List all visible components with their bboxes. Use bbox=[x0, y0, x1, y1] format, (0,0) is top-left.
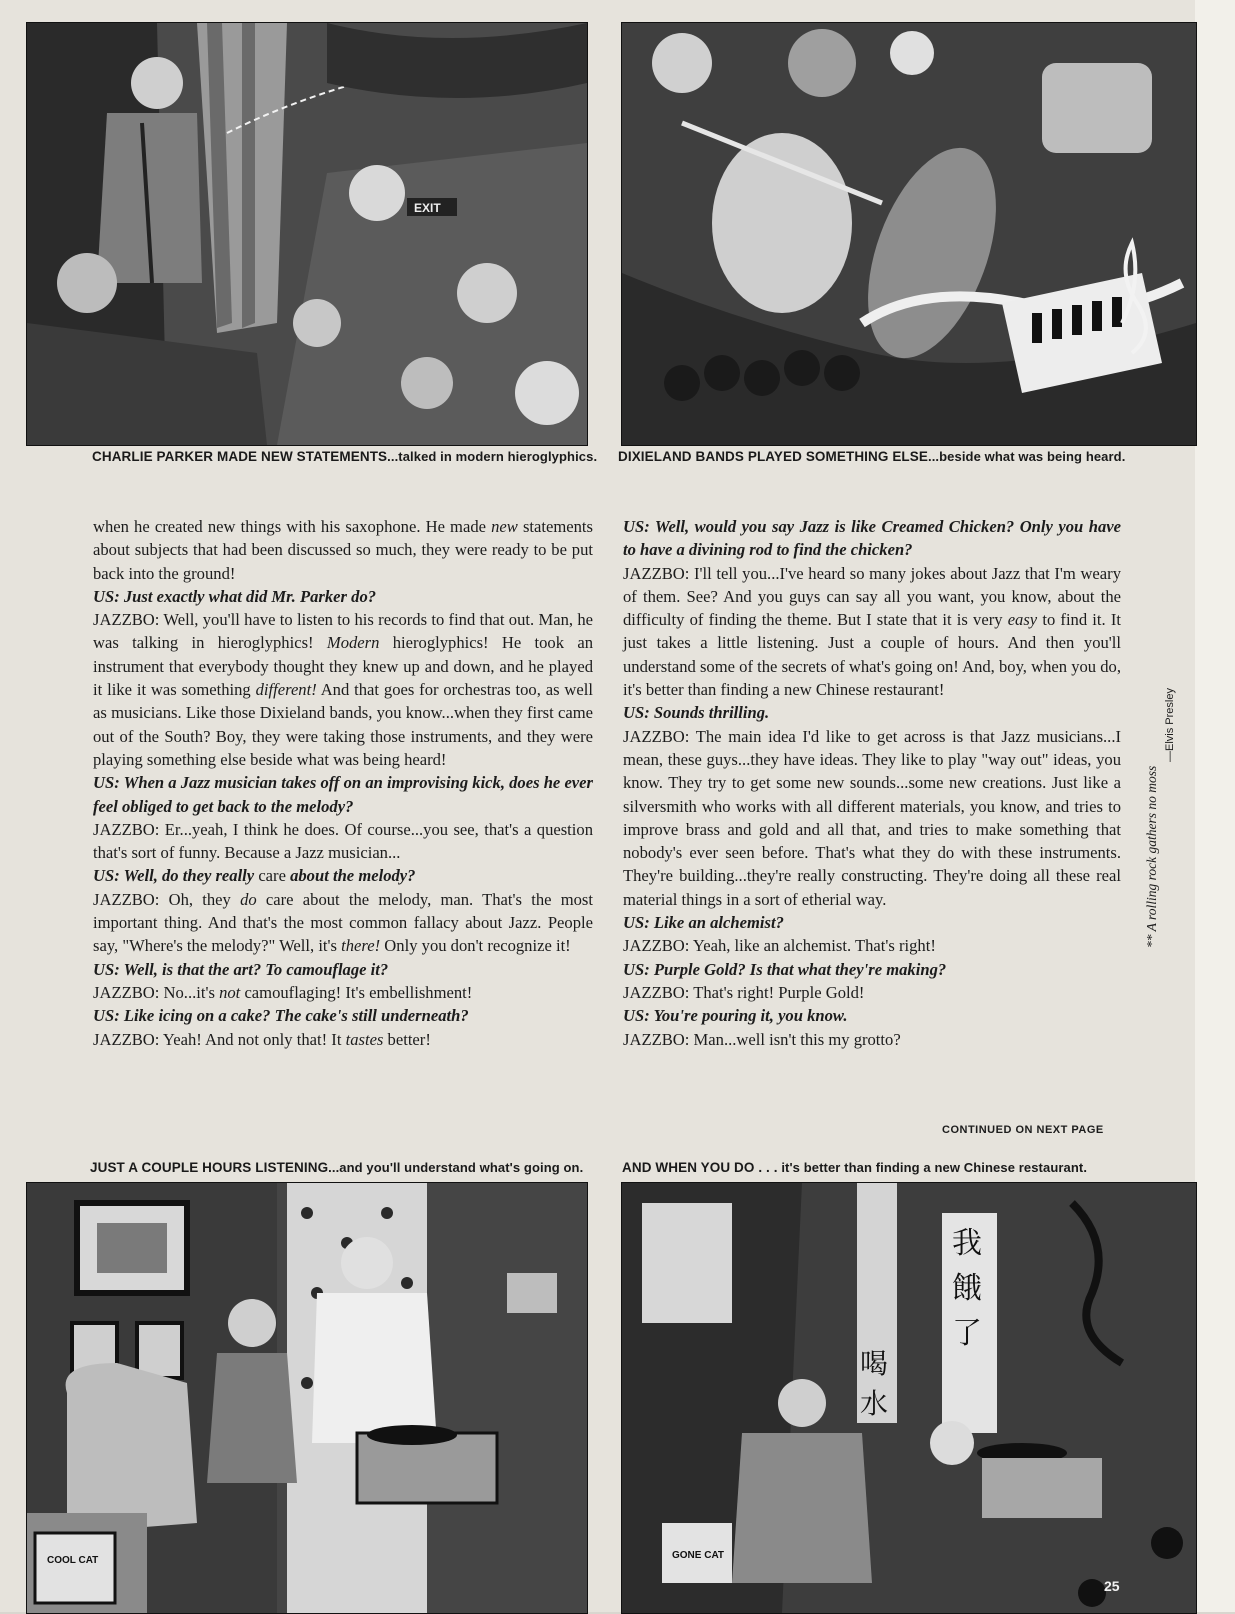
paragraph-text: And that goes for orchestras too, as well as musicians. Like those Dixieland bands, you know...when they first came out of the South? Boy, they were taking those instruments, and they were playing something else beside what was being heard! bbox=[93, 680, 593, 769]
emphasis-text: not bbox=[219, 982, 241, 1002]
emphasis-text: tastes bbox=[345, 1029, 384, 1049]
paragraph-text: JAZZBO: No...it's bbox=[93, 982, 220, 1002]
answer-paragraph bbox=[623, 934, 1121, 957]
interviewer-question: US: When a Jazz musician takes off on an improvising kick, does he ever feel obliged to get back to the melody? bbox=[93, 773, 593, 816]
answer-paragraph bbox=[623, 562, 1121, 702]
caption-rest: ...beside what was being heard. bbox=[928, 449, 1126, 464]
interviewer-question: US: Well, is that the art? To camouflage it? bbox=[93, 959, 389, 979]
answer-paragraph bbox=[623, 981, 1121, 1004]
interviewer-question bbox=[93, 864, 593, 887]
caption-lead: JUST A COUPLE HOURS LISTENING bbox=[90, 1160, 329, 1175]
cool-cat-label: COOL CAT bbox=[47, 1555, 99, 1566]
answer-paragraph bbox=[93, 981, 593, 1004]
interviewer-question: US: You're pouring it, you know. bbox=[623, 1006, 848, 1026]
paragraph-text: care about the melody, man. That's the most important thing. And that's the most common fallacy about Jazz. People say, "Where's the melody?" Well, it's bbox=[93, 889, 594, 956]
paragraph-text: when he created new things with his saxophone. He made bbox=[93, 517, 492, 536]
answer-paragraph bbox=[93, 888, 593, 958]
article-column-left bbox=[93, 515, 593, 1051]
article-column-right bbox=[623, 515, 1121, 1051]
paragraph-text: JAZZBO: Er...yeah, I think he does. Of course...you see, that's a question that's sort of funny. Because a Jazz musician... bbox=[93, 819, 593, 863]
answer-paragraph bbox=[93, 818, 593, 865]
emphasis-text: new bbox=[491, 517, 518, 536]
caption-lead: CHARLIE PARKER MADE NEW STATEMENTS bbox=[92, 449, 388, 464]
interviewer-question: US: Like an alchemist? bbox=[623, 913, 784, 933]
caption-rest: ...talked in modern hieroglyphics. bbox=[387, 449, 598, 464]
chinese-glyph: 了 bbox=[952, 1316, 982, 1351]
interviewer-question: US: Well, would you say Jazz is like Creamed Chicken? Only you have to have a divining rod to find the chicken? bbox=[623, 517, 1121, 560]
question-fragment: US: Well, do they really bbox=[93, 866, 259, 886]
paragraph-text: JAZZBO: Oh, they bbox=[93, 889, 241, 909]
caption-chinese-restaurant bbox=[622, 1160, 1087, 1175]
interviewer-question: US: Like icing on a cake? The cake's still underneath? bbox=[93, 1006, 469, 1026]
continued-on-next-page: CONTINUED ON NEXT PAGE bbox=[942, 1124, 1104, 1136]
question-fragment: about the melody? bbox=[285, 866, 416, 886]
illustration-charlie-parker bbox=[26, 22, 588, 446]
caption-rest: ...and you'll understand what's going on. bbox=[328, 1160, 584, 1175]
caption-lead: DIXIELAND BANDS PLAYED SOMETHING ELSE bbox=[618, 449, 928, 464]
paragraph-text: camouflaging! It's embellishment! bbox=[240, 982, 473, 1002]
side-quote-text: ** A rolling rock gathers no moss bbox=[1144, 765, 1159, 948]
chinese-glyph: 喝 bbox=[860, 1347, 889, 1380]
caption-couple-hours bbox=[90, 1160, 583, 1175]
paragraph-text: statements about subjects that had been discussed so much, they were ready to be put back into the ground! bbox=[93, 517, 593, 583]
answer-paragraph bbox=[93, 515, 593, 585]
paragraph-text: JAZZBO: Yeah! And not only that! It bbox=[93, 1029, 346, 1049]
caption-rest: it's better than finding a new Chinese restaurant. bbox=[777, 1160, 1088, 1175]
interviewer-question: US: Purple Gold? Is that what they're making? bbox=[623, 959, 947, 979]
illustration-chinese-restaurant bbox=[621, 1182, 1197, 1614]
emphasis-text: do bbox=[240, 889, 257, 909]
page-edge bbox=[1195, 0, 1235, 1612]
gone-cat-label: GONE CAT bbox=[672, 1550, 725, 1561]
side-quote-author: —Elvis Presley bbox=[1164, 688, 1176, 762]
side-quote bbox=[1136, 690, 1186, 950]
illustration-listening-room bbox=[26, 1182, 588, 1614]
caption-lead: AND WHEN YOU DO . . . bbox=[622, 1160, 778, 1175]
paragraph-text: JAZZBO: That's right! Purple Gold! bbox=[623, 982, 865, 1002]
paragraph-text: Only you don't recognize it! bbox=[380, 936, 571, 956]
emphasis-text: easy bbox=[1007, 610, 1038, 630]
paragraph-text: JAZZBO: The main idea I'd like to get across is that Jazz musicians...I mean, these guys...they have ideas. They like to play "way out" ideas, you know. They try to get some new sounds...some new creations. Just like a silversmith who works with all different materials, you know, and tries to improve brass and gold and all that, and tries to make something that nobody's ever seen before. That's what they do with these instruments. They're building...they're really constructing. They're doing all these real material things in a sort of etherial way. bbox=[623, 726, 1121, 909]
interviewer-question: US: Just exactly what did Mr. Parker do? bbox=[93, 586, 377, 606]
page-number: 25 bbox=[1104, 1578, 1120, 1594]
paragraph-text: JAZZBO: Man...well isn't this my grotto? bbox=[623, 1029, 901, 1049]
exit-sign: EXIT bbox=[414, 201, 441, 215]
answer-paragraph bbox=[623, 1028, 1121, 1051]
paragraph-text: hieroglyphics! He took an instrument that everybody thought they knew up and down, and he played it like it was something bbox=[93, 633, 593, 700]
answer-paragraph bbox=[93, 608, 593, 771]
chinese-glyph: 水 bbox=[860, 1387, 889, 1420]
chinese-glyph: 我 bbox=[952, 1226, 982, 1261]
paragraph-text: to find it. It just takes a little listening. Just a couple of hours. And then you'll understand some of the secrets of what's going on! And, boy, when you do, it's better than finding a new Chinese restaurant! bbox=[623, 610, 1121, 700]
interviewer-question: US: Sounds thrilling. bbox=[623, 703, 770, 723]
emphasis-text: Modern bbox=[326, 633, 380, 653]
emphasis-text: there! bbox=[341, 936, 381, 956]
caption-dixieland bbox=[618, 449, 1125, 464]
chinese-glyph: 餓 bbox=[952, 1271, 982, 1306]
illustration-dixieland-band bbox=[621, 22, 1197, 446]
paragraph-text: JAZZBO: Well, you'll have to listen to his records to find that out. Man, he was talking in hieroglyphics! bbox=[93, 610, 593, 653]
emphasis-text: different! bbox=[255, 680, 317, 700]
caption-charlie-parker bbox=[92, 449, 597, 464]
paragraph-text: JAZZBO: Yeah, like an alchemist. That's right! bbox=[623, 936, 936, 956]
question-fragment: care bbox=[258, 866, 286, 886]
answer-paragraph bbox=[623, 725, 1121, 911]
paragraph-text: JAZZBO: I'll tell you...I've heard so many jokes about Jazz that I'm weary of them. See? And you guys can say all you want, you know, about the difficulty of finding the theme. But I state that it is very bbox=[623, 563, 1121, 630]
paragraph-text: better! bbox=[383, 1029, 431, 1049]
answer-paragraph bbox=[93, 1028, 593, 1051]
